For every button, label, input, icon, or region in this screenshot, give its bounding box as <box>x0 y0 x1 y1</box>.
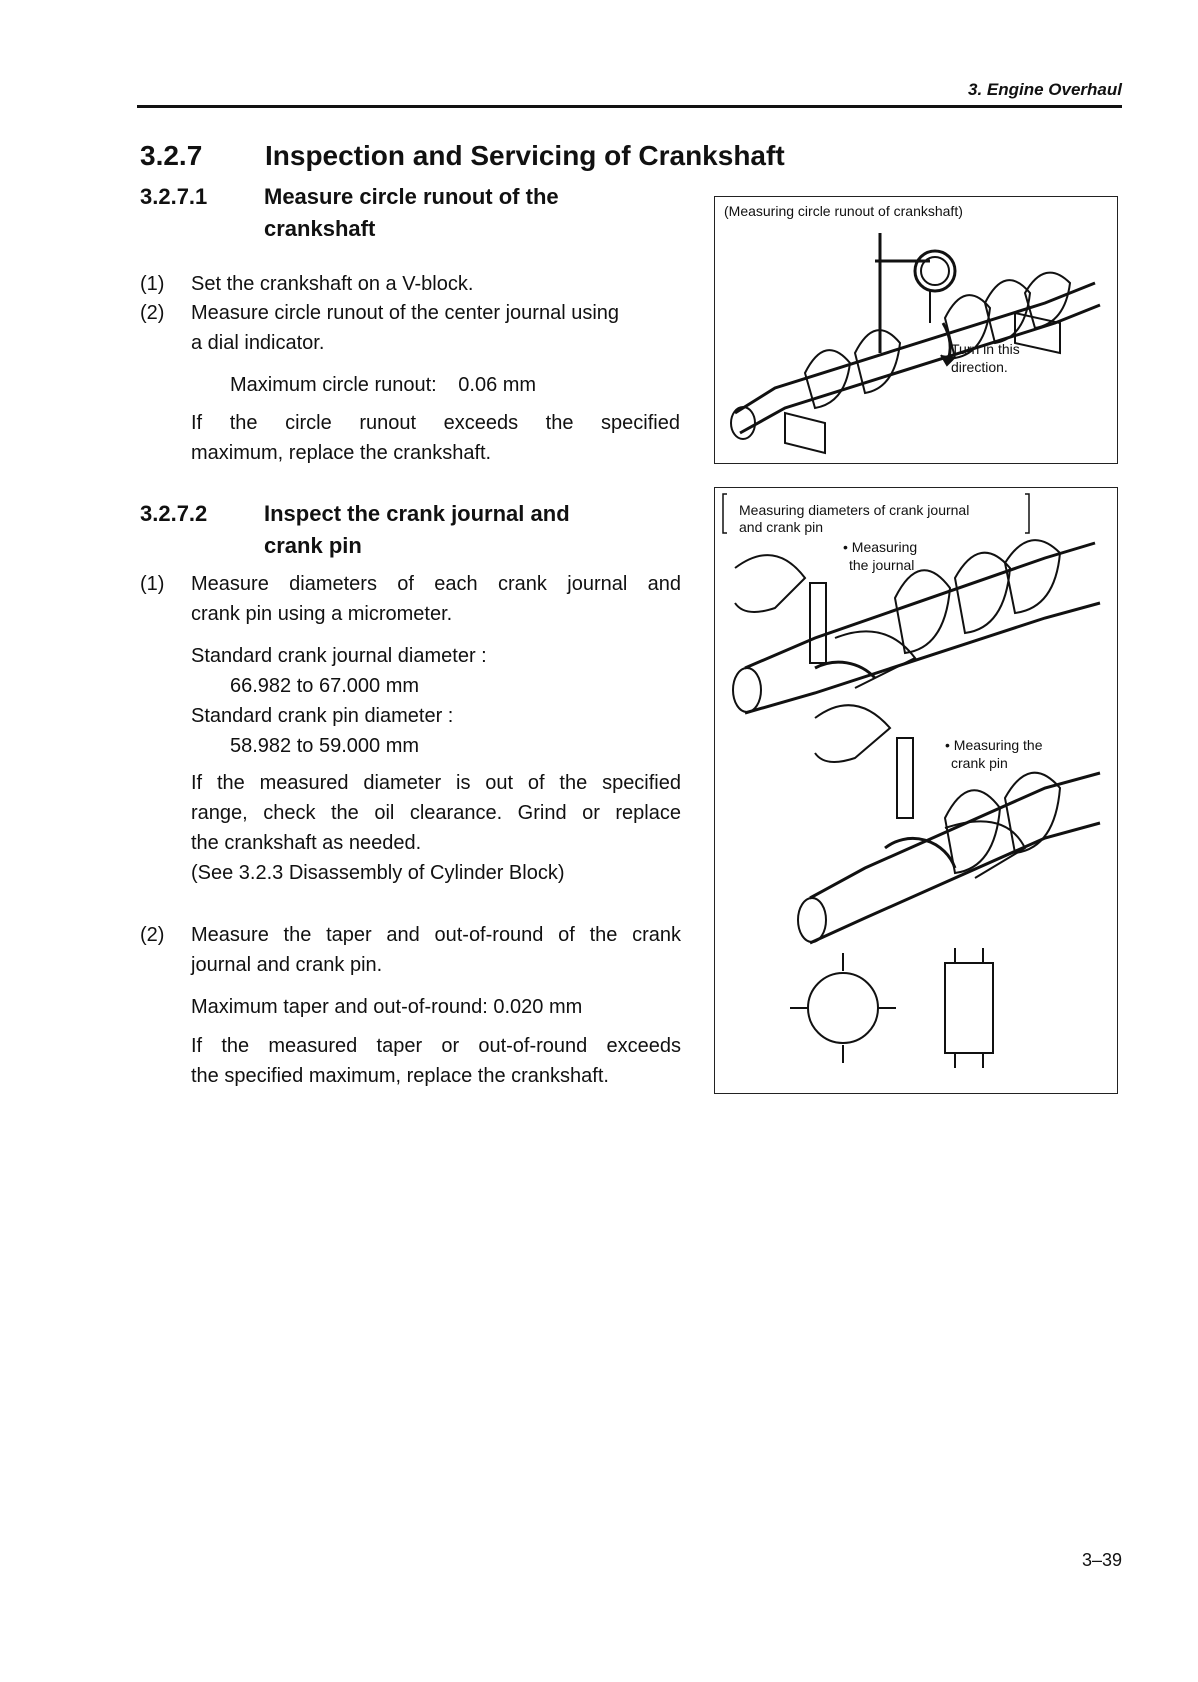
subsection-1-title <box>264 181 664 245</box>
sub2-spec-2: Maximum taper and out-of-round: 0.020 mm <box>191 996 583 1018</box>
micrometer-spindle <box>810 583 826 663</box>
running-header: 3. Engine Overhaul <box>968 80 1122 99</box>
step-number: (1) <box>140 573 165 595</box>
figure-diameters-caption-line2: and crank pin <box>739 519 824 535</box>
step-text: Set the crankshaft on a V-block. <box>191 273 474 295</box>
section-number: 3.2.7 <box>140 140 203 171</box>
journal-label-line2: the journal <box>849 557 915 573</box>
sub2-diameter-specs <box>191 641 681 761</box>
spec-value: 0.06 mm <box>458 374 537 396</box>
turn-label-line2: direction. <box>951 359 1008 375</box>
pin-label-line1: • Measuring the <box>945 737 1043 753</box>
pin-spec-label: Standard crank pin diameter : <box>191 705 454 727</box>
subsection-2-heading <box>140 498 680 562</box>
subsection-2-number: 3.2.7.2 <box>140 501 208 526</box>
figure-runout-caption: (Measuring circle runout of crankshaft) <box>724 203 963 219</box>
turn-label-line1: Turn in this <box>951 341 1020 357</box>
sub1-step-1 <box>140 269 680 299</box>
step-number: (1) <box>140 273 165 295</box>
micrometer-spindle <box>897 738 913 818</box>
subsection-1-heading <box>140 181 680 245</box>
crankshaft-nose <box>731 407 755 439</box>
journal-spec-value: 66.982 to 67.000 mm <box>230 675 420 697</box>
sub2-note-1 <box>191 768 681 888</box>
hand <box>945 821 1025 878</box>
step-text-line2: journal and crank pin. <box>191 954 383 976</box>
subsection-2-title <box>264 498 664 562</box>
step-text-line2: a dial indicator. <box>191 332 325 354</box>
out-of-round-circle <box>808 973 878 1043</box>
page-number: 3–39 <box>1081 1550 1122 1570</box>
note-line1: If the measured taper or out-of-round exceeds <box>191 1035 681 1057</box>
note-line4: (See 3.2.3 Disassembly of Cylinder Block) <box>191 862 565 884</box>
subsection-1-title-line2: crankshaft <box>264 216 376 241</box>
subsection-2-title-line1: Inspect the crank journal and <box>264 501 570 526</box>
taper-rectangle <box>945 963 993 1053</box>
crankshaft-runout-illustration <box>715 223 1117 463</box>
figure-runout <box>714 196 1118 464</box>
journal-label-line1: • Measuring <box>843 539 918 555</box>
sub2-step-1 <box>140 569 680 631</box>
pin-shaft-nose <box>798 898 826 942</box>
journal-shaft-nose <box>733 668 761 712</box>
note-line2: the specified maximum, replace the crankshaft. <box>191 1065 609 1087</box>
subsection-1-number: 3.2.7.1 <box>140 184 208 209</box>
step-text <box>191 569 681 629</box>
sub1-spec <box>230 370 536 400</box>
counterweight <box>955 553 1010 633</box>
counterweight <box>805 350 850 408</box>
counterweight <box>895 570 950 653</box>
step-number: (2) <box>140 302 165 324</box>
section-title: Inspection and Servicing of Crankshaft <box>265 140 785 171</box>
v-block-left <box>785 413 825 453</box>
caption-bracket-right <box>1025 494 1029 533</box>
step-text-line1: Measure the taper and out-of-round of the crank <box>191 924 681 946</box>
subsection-2-title-line2: crank pin <box>264 533 362 558</box>
hand <box>735 555 805 612</box>
step-text <box>191 920 681 980</box>
step-number: (2) <box>140 924 165 946</box>
step-text-line2: crank pin using a micrometer. <box>191 603 453 625</box>
note-line1: If the circle runout exceeds the specified <box>191 412 680 434</box>
pin-spec-value: 58.982 to 59.000 mm <box>230 735 420 757</box>
caption-bracket-left <box>723 494 727 533</box>
step-text-line1: Measure diameters of each crank journal and <box>191 573 681 595</box>
figure-diameters <box>714 487 1118 1094</box>
note-line1: If the measured diameter is out of the specified <box>191 772 681 794</box>
note-line3: the crankshaft as needed. <box>191 832 422 854</box>
spec-label: Maximum circle runout: <box>230 374 437 396</box>
pin-label-line2: crank pin <box>951 755 1008 771</box>
journal-spec-label: Standard crank journal diameter : <box>191 645 487 667</box>
note-line2: maximum, replace the crankshaft. <box>191 442 492 464</box>
counterweight <box>1005 540 1060 613</box>
sub2-note-2 <box>191 1031 681 1091</box>
note-line2: range, check the oil clearance. Grind or replace <box>191 802 681 824</box>
sub1-step-2 <box>140 298 680 360</box>
step-text-line1: Measure circle runout of the center journal using <box>191 302 620 324</box>
section-heading <box>140 140 785 172</box>
hand <box>815 705 890 762</box>
header-rule <box>137 105 1122 108</box>
figure-diameters-caption-line1: Measuring diameters of crank journal <box>739 502 970 518</box>
sub2-step-2 <box>140 920 680 982</box>
crankshaft-measure-illustration <box>715 488 1117 1093</box>
sub1-note <box>191 408 680 468</box>
subsection-1-title-line1: Measure circle runout of the <box>264 184 559 209</box>
step-text <box>191 298 681 358</box>
